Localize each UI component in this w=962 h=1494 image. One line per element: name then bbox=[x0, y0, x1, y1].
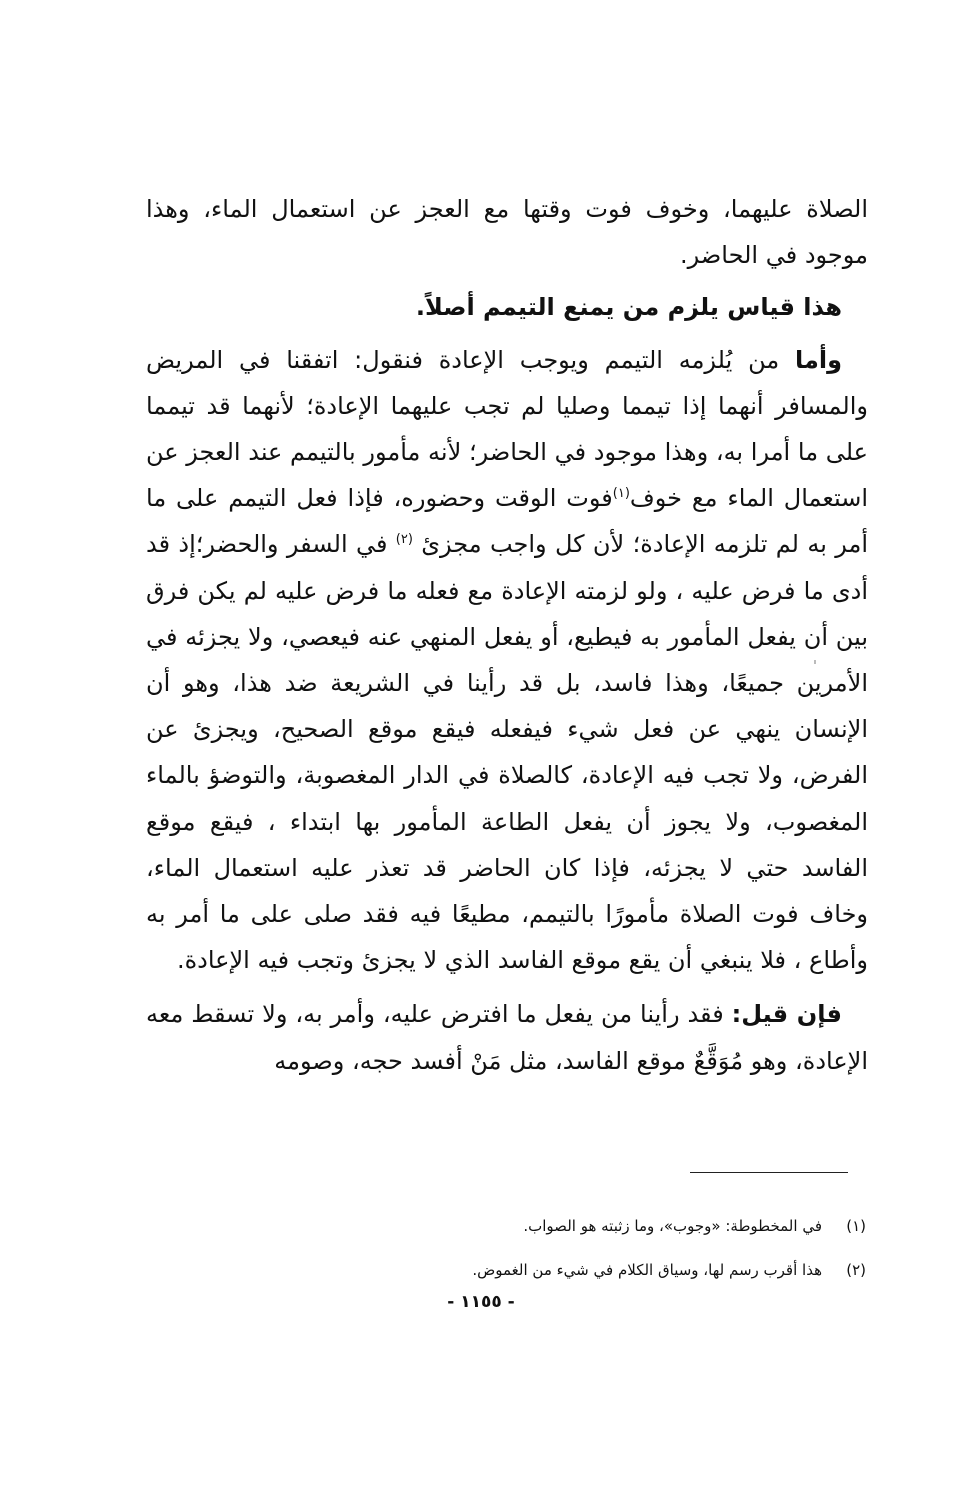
footnote-ref-2: (٢) bbox=[395, 532, 413, 548]
paragraph-3 bbox=[146, 337, 868, 984]
paragraph-2-text: هذا قياس يلزم من يمنع التيمم أصلاً. bbox=[415, 293, 842, 322]
paragraph-4-lead: فإن قيل: bbox=[731, 1000, 842, 1029]
paragraph-1 bbox=[146, 186, 868, 278]
footnote-2-text: هذا أقرب رسم لها، وسياق الكلام في شيء من الغموض. bbox=[472, 1261, 822, 1279]
page-number: - ١١٥٥ - bbox=[447, 1292, 515, 1312]
footnote-ref-1: (١) bbox=[612, 486, 630, 502]
footnote-2 bbox=[220, 1248, 866, 1292]
paragraph-3-text-c: في السفر والحضر؛إذ قد أدى ما فرض عليه ، ولو لزمته الإعادة مع فعله ما فرض عليه لم يكن فرق بين أن يفعل المأمور به فيطيع، أو يفعل المنهي عنه فيعصي، ولا يجزئه في الأمرين جميعًا، وهذا فاسد، بل قد رأينا في الشريعة ضد هذا، وهو أن الإنسان ينهي عن فعل شيء فيفعله فيقع موقع الصحيح، ويجزئ عن الفرض، ولا تجب فيه الإعادة، كالصلاة في الدار المغصوبة، والتوضؤ بالماء المغصوب، ولا يجوز أن يفعل الطاعة المأمور بها ابتداء ، فيقع موقع الفاسد حتي لا يجزئه، فإذا كان الحاضر قد تعذر عليه استعمال الماء، وخاف فوت الصلاة مأمورًا بالتيمم، مطيعًا فيه فقد صلى على ما أمر به وأطاع ، فلا ينبغي أن يقع موقع الفاسد الذي لا يجزئ وتجب فيه الإعادة. bbox=[146, 530, 868, 975]
paragraph-4 bbox=[146, 991, 868, 1083]
footnote-1 bbox=[220, 1204, 866, 1248]
footnote-1-number: (١) bbox=[846, 1217, 866, 1235]
footnotes bbox=[220, 1204, 866, 1292]
scan-speck bbox=[814, 660, 816, 664]
main-text bbox=[146, 186, 868, 1084]
paragraph-3-lead: وأما bbox=[794, 345, 842, 374]
paragraph-3-text-b: فوت الوقت وحضوره، فإذا فعل التيمم على ما أمر به لم تلزمه الإعادة؛ لأن كل واجب مجزئ bbox=[146, 484, 868, 559]
footnote-2-number: (٢) bbox=[846, 1261, 866, 1279]
footnote-separator bbox=[690, 1172, 848, 1173]
paragraph-2 bbox=[146, 284, 868, 330]
paragraph-1-text: الصلاة عليهما، وخوف فوت وقتها مع العجز عن استعمال الماء، وهذا موجود في الحاضر. bbox=[146, 195, 868, 270]
paragraph-4-text: فقد رأينا من يفعل ما افترض عليه، وأمر به، ولا تسقط معه الإعادة، وهو مُوَقَّعٌ موقع الفاسد، مثل مَنْ أفسد حجه، وصومه bbox=[146, 1000, 868, 1075]
footnote-1-text: في المخطوطة: «وجوب»، وما زثبته هو الصواب. bbox=[523, 1217, 822, 1235]
paragraph-3-text-a: من يُلزمه التيمم ويوجب الإعادة فنقول: اتفقنا في المريض والمسافر أنهما إذا تيمما وصليا لم تجب عليهما الإعادة؛ لأنهما قد تيمما على ما أمرا به، وهذا موجود في الحاضر؛ لأنه مأمور بالتيمم عند العجز عن استعمال الماء مع خوف bbox=[146, 345, 868, 513]
